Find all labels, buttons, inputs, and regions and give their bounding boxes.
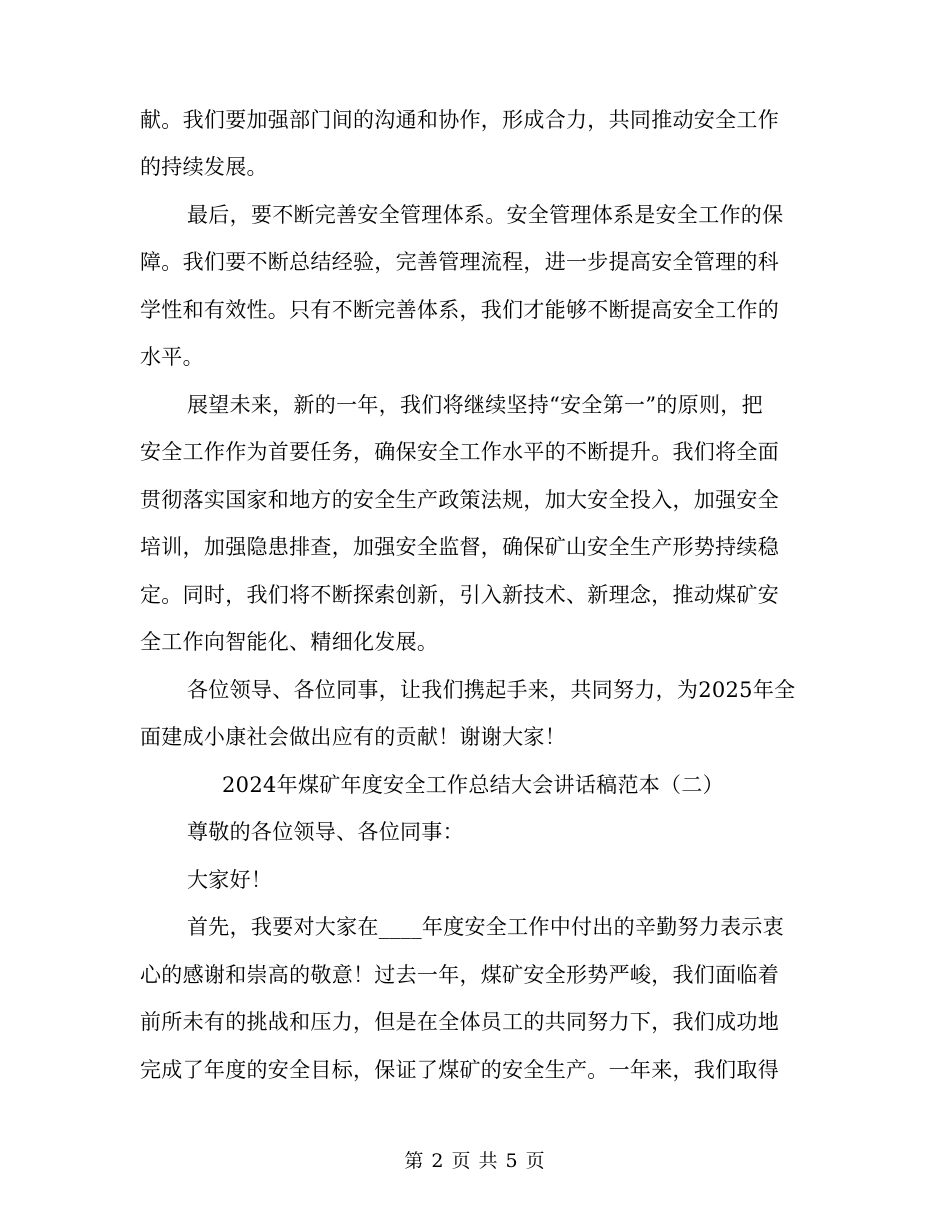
paragraph-start: 各位领导、各位同事，让我们携起手来，共同努力，为2025年全 bbox=[187, 678, 796, 702]
text-line: 障。我们要不断总结经验，完善管理流程，进一步提高安全管理的科 bbox=[140, 250, 779, 274]
greeting: 大家好！ bbox=[187, 868, 273, 892]
text-line: 全工作向智能化、精细化发展。 bbox=[140, 630, 439, 654]
salutation: 尊敬的各位领导、各位同事： bbox=[187, 820, 464, 844]
paragraph-start: 最后，要不断完善安全管理体系。安全管理体系是安全工作的保 bbox=[187, 203, 784, 227]
page-number-footer: 第 2 页 共 5 页 bbox=[404, 1150, 546, 1172]
text-line: 贯彻落实国家和地方的安全生产政策法规，加大安全投入，加强安全 bbox=[140, 488, 779, 512]
text-line: 完成了年度的安全目标，保证了煤矿的安全生产。一年来，我们取得 bbox=[140, 1058, 779, 1082]
text-line: 水平。 bbox=[140, 345, 204, 369]
text-line: 心的感谢和崇高的敬意！过去一年，煤矿安全形势严峻，我们面临着 bbox=[140, 963, 779, 987]
text-line: 定。同时，我们将不断探索创新，引入新技术、新理念，推动煤矿安 bbox=[140, 583, 779, 607]
text-line: 面建成小康社会做出应有的贡献！谢谢大家！ bbox=[140, 725, 566, 749]
text-line: 安全工作作为首要任务，确保安全工作水平的不断提升。我们将全面 bbox=[140, 440, 779, 464]
text-line: 学性和有效性。只有不断完善体系，我们才能够不断提高安全工作的 bbox=[140, 298, 779, 322]
text-line: 前所未有的挑战和压力，但是在全体员工的共同努力下，我们成功地 bbox=[140, 1010, 779, 1034]
text-line: 献。我们要加强部门间的沟通和协作，形成合力，共同推动安全工作 bbox=[140, 108, 779, 132]
section-title: 2024年煤矿年度安全工作总结大会讲话稿范本（二） bbox=[222, 773, 724, 797]
text-line: 培训，加强隐患排查，加强安全监督，确保矿山安全生产形势持续稳 bbox=[140, 535, 779, 559]
text-line: 的持续发展。 bbox=[140, 155, 268, 179]
paragraph-start: 展望未来，新的一年，我们将继续坚持“安全第一”的原则，把 bbox=[187, 393, 763, 417]
paragraph-start: 首先，我要对大家在____年度安全工作中付出的辛勤努力表示衷 bbox=[187, 915, 784, 939]
